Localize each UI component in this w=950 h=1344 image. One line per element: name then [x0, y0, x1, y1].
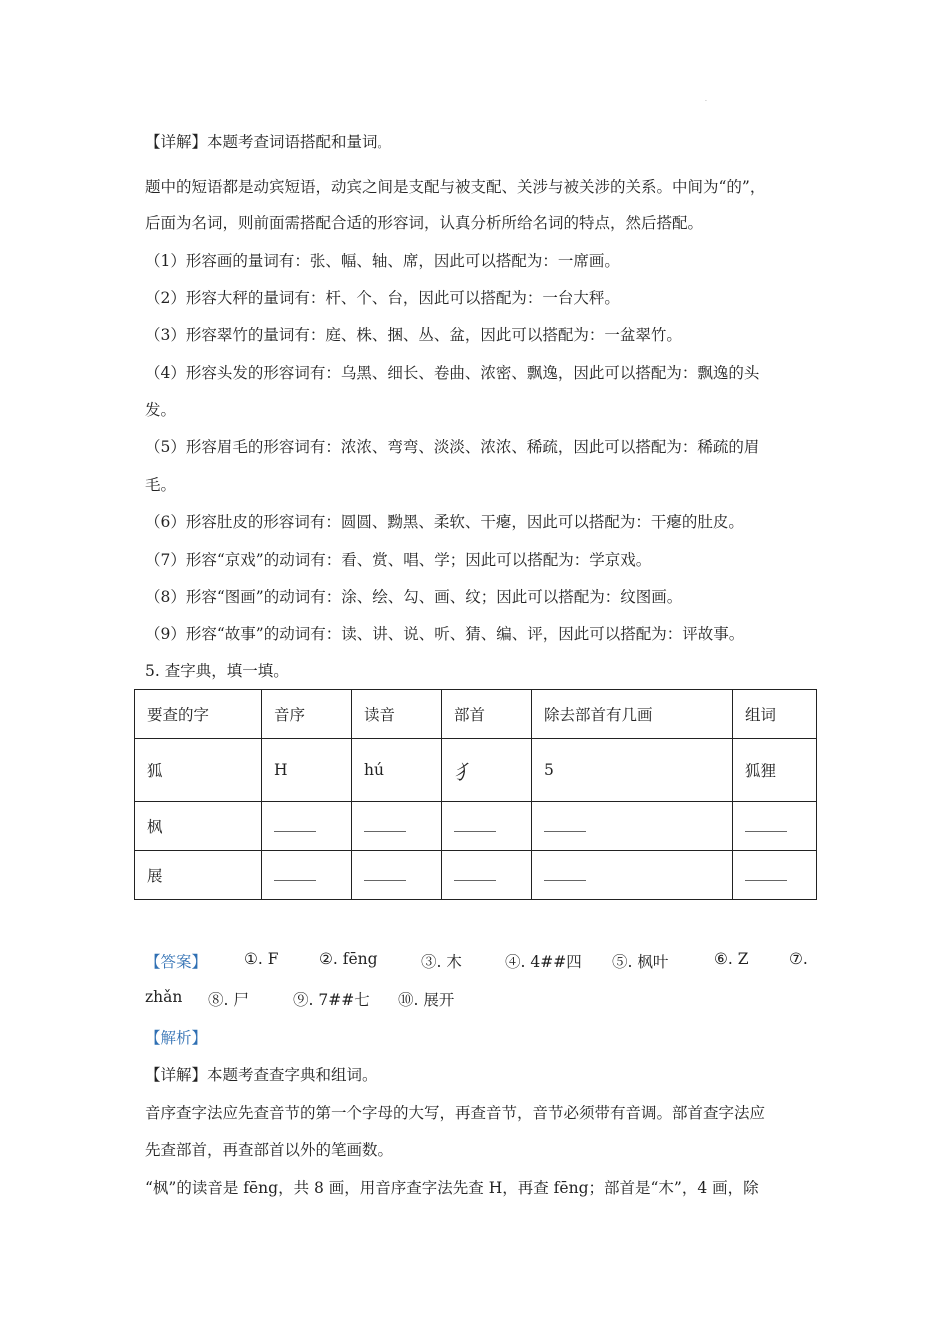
detail-tag: 【详解】 [145, 1066, 208, 1084]
list-item: （6）形容肚皮的形容词有：圆圆、黝黑、柔软、干瘪，因此可以搭配为：干瘪的肚皮。 [145, 513, 744, 531]
list-item: 发。 [145, 401, 177, 419]
list-item: （8）形容“图画”的动词有：涂、绘、勾、画、纹；因此可以搭配为：纹图画。 [145, 588, 683, 606]
blank-cell [733, 851, 817, 900]
table-header-cell: 组词 [733, 690, 817, 739]
blank-line[interactable] [745, 817, 787, 832]
answer-part: ⑧. 尸 [208, 991, 249, 1009]
analysis-label: 【解析】 [145, 1029, 208, 1047]
blank-line[interactable] [364, 866, 406, 881]
table-cell: 狐 [135, 739, 262, 802]
table-cell: H [262, 739, 352, 802]
list-item: （9）形容“故事”的动词有：读、讲、说、听、猜、编、评，因此可以搭配为：评故事。 [145, 625, 745, 643]
paragraph-1: 题中的短语都是动宾短语，动宾之间是支配与被支配、关涉与被关涉的关系。中间为“的”， [145, 178, 766, 196]
list-item: （4）形容头发的形容词有：乌黑、细长、卷曲、浓密、飘逸，因此可以搭配为：飘逸的头 [145, 364, 760, 382]
answer-part: ⑨. 7##七 [293, 991, 370, 1009]
table-header-row [135, 690, 817, 739]
blank-line[interactable] [274, 866, 316, 881]
answer-part: ①. F [244, 950, 279, 968]
table-cell: 展 [135, 851, 262, 900]
table-header-cell: 读音 [352, 690, 442, 739]
paragraph-5: “枫”的读音是 fēng，共 8 画，用音序查字法先查 H，再查 fēng；部首是“木”，4 画，除 [145, 1179, 759, 1197]
blank-cell [532, 802, 733, 851]
paragraph-2: 后面为名词，则前面需搭配合适的形容词，认真分析所给名词的特点，然后搭配。 [145, 214, 704, 232]
paragraph-4: 先查部首，再查部首以外的笔画数。 [145, 1141, 394, 1159]
answer-part: ⑥. Z [714, 950, 749, 968]
list-item: （7）形容“京戏”的动词有：看、赏、唱、学；因此可以搭配为：学京戏。 [145, 551, 652, 569]
blank-line[interactable] [274, 817, 316, 832]
answer-part: ②. fēng [319, 950, 378, 968]
blank-line[interactable] [745, 866, 787, 881]
blank-cell [262, 851, 352, 900]
detail-tag: 【详解】 [145, 133, 208, 151]
table-header-cell: 音序 [262, 690, 352, 739]
list-item: （5）形容眉毛的形容词有：浓浓、弯弯、淡淡、浓浓、稀疏，因此可以搭配为：稀疏的眉 [145, 438, 760, 456]
detail-heading-2 [145, 1063, 378, 1085]
blank-cell [352, 851, 442, 900]
blank-line[interactable] [454, 817, 496, 832]
dictionary-table [134, 689, 817, 900]
answer-part: zhǎn [145, 988, 183, 1006]
blank-cell [733, 802, 817, 851]
blank-line[interactable] [544, 866, 586, 881]
list-item: （1）形容画的量词有：张、幅、轴、席，因此可以搭配为：一席画。 [145, 252, 620, 270]
table-header-cell: 要查的字 [135, 690, 262, 739]
blank-cell [352, 802, 442, 851]
blank-line[interactable] [364, 817, 406, 832]
blank-line[interactable] [454, 866, 496, 881]
table-header-cell: 部首 [442, 690, 532, 739]
table-cell: hú [352, 739, 442, 802]
table-cell: 枫 [135, 802, 262, 851]
blank-cell [532, 851, 733, 900]
list-item: （2）形容大秤的量词有：杆、个、台，因此可以搭配为：一台大秤。 [145, 289, 620, 307]
blank-line[interactable] [544, 817, 586, 832]
answer-part: ⑤. 枫叶 [612, 953, 669, 971]
paragraph-3: 音序查字法应先查音节的第一个字母的大写，再查音节，音节必须带有音调。部首查字法应 [145, 1104, 766, 1122]
detail-heading-1: 【详解】本题考查词语搭配和量词。 [145, 133, 389, 151]
detail-text: 本题考查查字典和组词。 [207, 1066, 378, 1084]
table-header-cell: 除去部首有几画 [532, 690, 733, 739]
answer-label: 【答案】 [145, 953, 208, 971]
table-row [135, 739, 817, 802]
answer-part: ④. 4##四 [505, 953, 582, 971]
blank-cell [442, 802, 532, 851]
list-item: （3）形容翠竹的量词有：庭、株、捆、丛、盆，因此可以搭配为：一盆翠竹。 [145, 326, 682, 344]
table-cell: 5 [532, 739, 733, 802]
blank-cell [442, 851, 532, 900]
answer-part: ③. 木 [421, 953, 462, 971]
table-cell: 犭 [442, 739, 532, 802]
page-mark: . [705, 96, 707, 103]
list-item: 毛。 [145, 476, 177, 494]
table-row [135, 851, 817, 900]
answer-part: ⑩. 展开 [398, 991, 455, 1009]
answer-part: ⑦. [789, 950, 808, 968]
table-cell: 狐狸 [733, 739, 817, 802]
blank-cell [262, 802, 352, 851]
question-5-title: 5. 查字典，填一填。 [145, 662, 289, 680]
table-row [135, 802, 817, 851]
detail-text: 本题考查词语搭配和量词 [207, 133, 378, 151]
